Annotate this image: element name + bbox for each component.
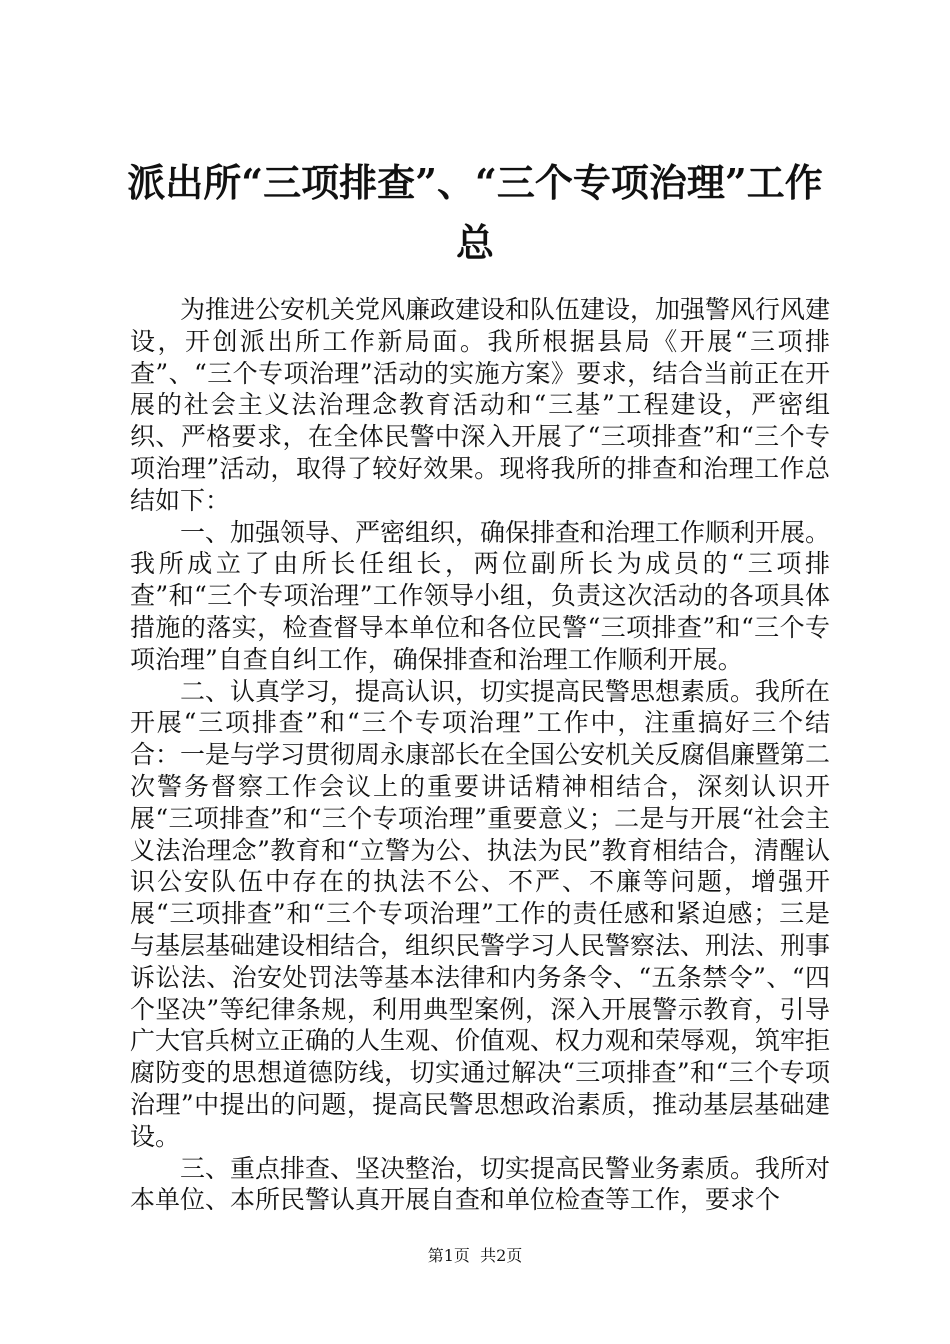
document-title-continued: 总 xyxy=(455,220,494,265)
page-number: 第1页 xyxy=(427,1246,470,1265)
page-footer xyxy=(0,1246,950,1266)
paragraph-section-1: 一、加强领导、严密组织，确保排查和治理工作顺利开展。我所成立了由所长任组长，两位副所长为成员的“三项排查”和“三个专项治理”工作领导小组，负责这次活动的各项具体措施的落实，检查督导本单位和各位民警“三项排查”和“三个专项治理”自查自纠工作，确保排查和治理工作顺利开展。 xyxy=(130,517,831,674)
document-body xyxy=(130,294,830,1216)
paragraph-intro: 为推进公安机关党风廉政建设和队伍建设，加强警风行风建设，开创派出所工作新局面。我所根据县局《开展“三项排查”、“三个专项治理”活动的实施方案》要求，结合当前正在开展的社会主义法治理念教育活动和“三基”工程建设，严密组织、严格要求，在全体民警中深入开展了“三项排查”和“三个专项治理”活动，取得了较好效果。现将我所的排查和治理工作总结如下： xyxy=(130,295,831,515)
paragraph-section-3: 三、重点排查、坚决整治，切实提高民警业务素质。我所对本单位、本所民警认真开展自查和单位检查等工作，要求个 xyxy=(130,1153,831,1215)
paragraph-section-2: 二、认真学习，提高认识，切实提高民警思想素质。我所在开展“三项排查”和“三个专项治理”工作中，注重搞好三个结合：一是与学习贯彻周永康部长在全国公安机关反腐倡廉暨第二次警务督察工作会议上的重要讲话精神相结合，深刻认识开展“三项排查”和“三个专项治理”重要意义；二是与开展“社会主义法治理念”教育和“立警为公、执法为民”教育相结合，清醒认识公安队伍中存在的执法不公、不严、不廉等问题，增强开展“三项排查”和“三个专项治理”工作的责任感和紧迫感；三是与基层基础建设相结合，组织民警学习人民警察法、刑法、刑事诉讼法、治安处罚法等基本法律和内务条令、“五条禁令”、“四个坚决”等纪律条规，利用典型案例，深入开展警示教育，引导广大官兵树立正确的人生观、价值观、权力观和荣辱观，筑牢拒腐防变的思想道德防线，切实通过解决“三项排查”和“三个专项治理”中提出的问题，提高民警思想政治素质，推动基层基础建设。 xyxy=(130,676,831,1151)
page-total: 共2页 xyxy=(480,1246,523,1265)
document-title: 派出所“三项排查”、“三个专项治理”工作 xyxy=(127,160,823,205)
